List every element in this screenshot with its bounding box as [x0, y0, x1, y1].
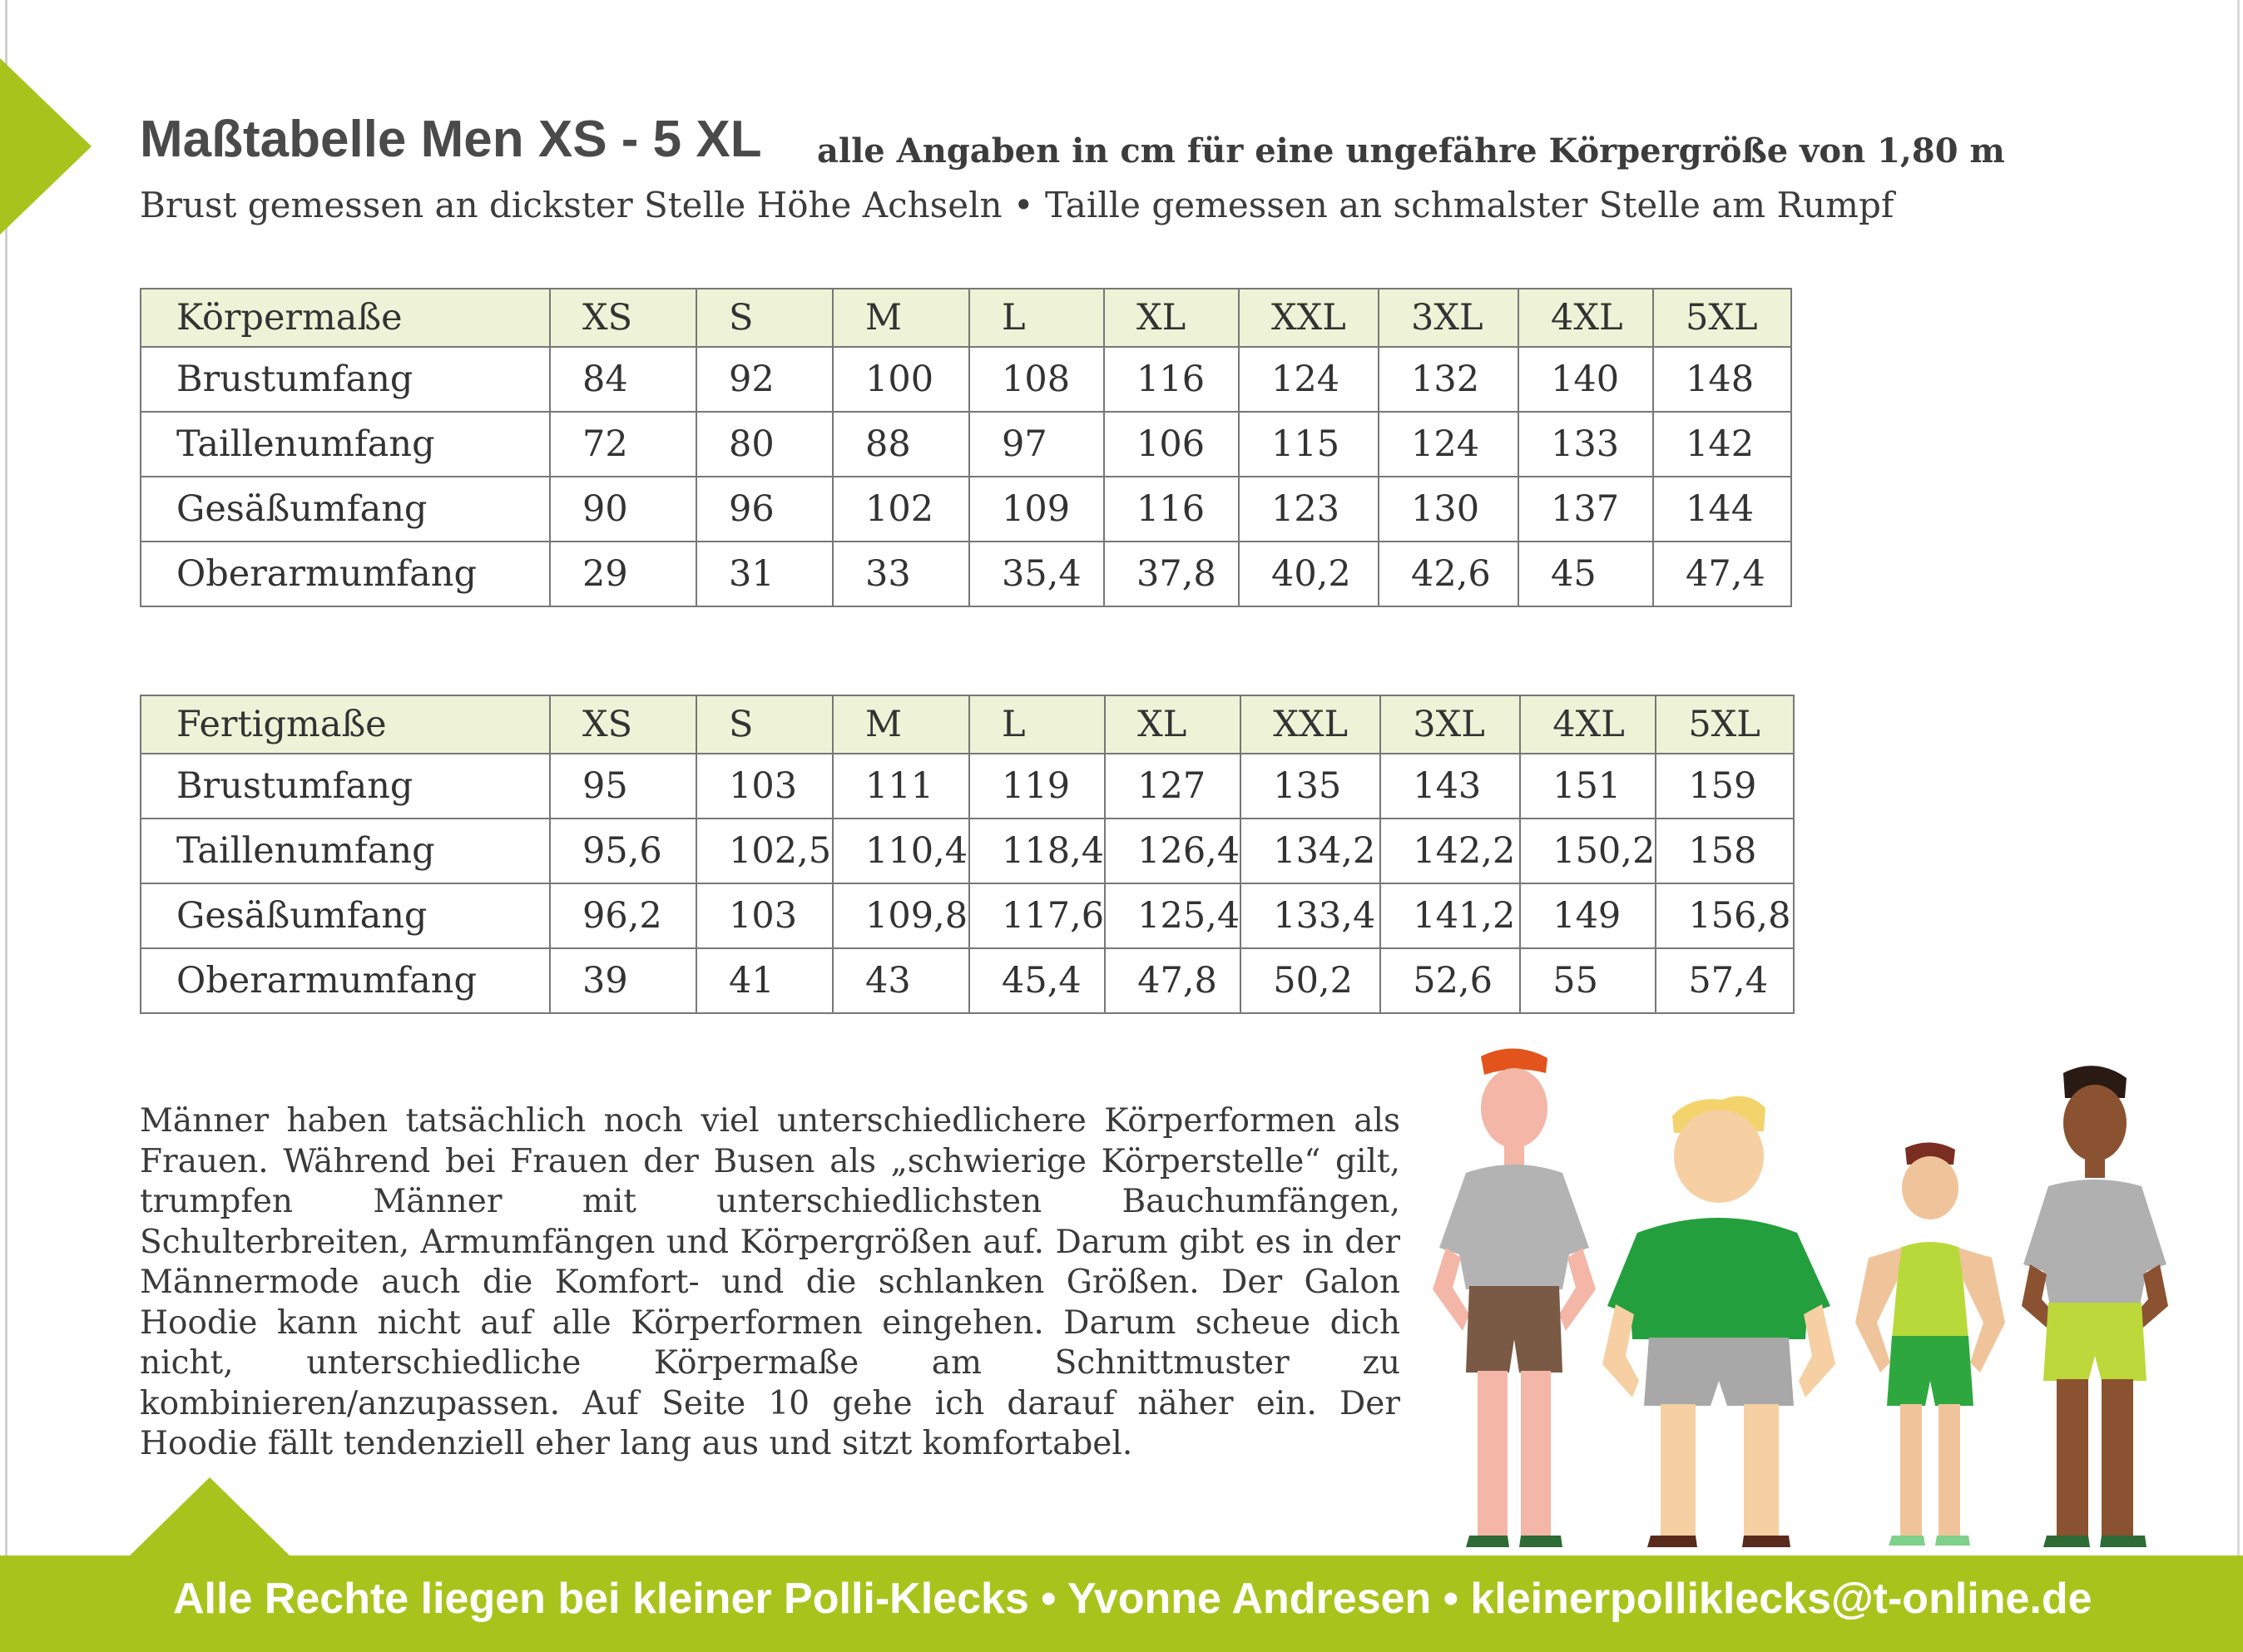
- size-column-header: 5XL: [1653, 289, 1791, 347]
- table-cell: 111: [833, 754, 969, 819]
- table-cell: 133: [1518, 412, 1653, 477]
- body-measurements-table: [140, 288, 1792, 607]
- table-cell: 80: [696, 412, 833, 477]
- table-cell: 109,8: [833, 883, 969, 948]
- man-figure-2: [1602, 1096, 1835, 1547]
- table-cell: 150,2: [1520, 819, 1656, 883]
- table-cell: 88: [833, 412, 969, 477]
- table-cell: 118,4: [969, 819, 1105, 883]
- table-cell: 47,4: [1653, 542, 1791, 606]
- size-column-header: XS: [550, 289, 696, 347]
- size-column-header: XXL: [1240, 695, 1380, 754]
- man-figure-1: [1433, 1048, 1596, 1547]
- table-cell: 92: [696, 347, 833, 412]
- table-cell: 72: [550, 412, 696, 477]
- men-illustration: [1414, 1040, 2213, 1572]
- table-cell: 33: [833, 542, 969, 606]
- table-row: [141, 477, 1791, 542]
- size-column-header: 3XL: [1379, 289, 1518, 347]
- table-cell: 100: [833, 347, 969, 412]
- table-row: [141, 819, 1794, 883]
- table-row: [141, 412, 1791, 477]
- table-cell: 124: [1379, 412, 1518, 477]
- size-column-header: 4XL: [1520, 695, 1656, 754]
- table-heading: Körpermaße: [141, 289, 550, 347]
- table-cell: 52,6: [1380, 948, 1520, 1013]
- table-cell: 140: [1518, 347, 1653, 412]
- table-header-row: [141, 695, 1794, 754]
- size-column-header: 4XL: [1518, 289, 1653, 347]
- table-cell: 156,8: [1656, 883, 1794, 948]
- table-cell: 143: [1380, 754, 1520, 819]
- table-cell: 29: [550, 542, 696, 606]
- table-cell: 125,4: [1105, 883, 1240, 948]
- table-header-row: [141, 289, 1791, 347]
- table-cell: 97: [969, 412, 1104, 477]
- size-column-header: XL: [1104, 289, 1239, 347]
- table-cell: 137: [1518, 477, 1653, 542]
- row-label: Taillenumfang: [141, 412, 550, 477]
- table-cell: 102,5: [696, 819, 833, 883]
- table-cell: 123: [1239, 477, 1379, 542]
- table-cell: 45,4: [969, 948, 1105, 1013]
- table-cell: 135: [1240, 754, 1380, 819]
- table-cell: 45: [1518, 542, 1653, 606]
- table-cell: 90: [550, 477, 696, 542]
- table-cell: 142: [1653, 412, 1791, 477]
- size-column-header: S: [696, 695, 833, 754]
- table-row: [141, 883, 1794, 948]
- finished-measurements-table: [140, 695, 1795, 1014]
- table-cell: 116: [1104, 347, 1239, 412]
- table-cell: 124: [1239, 347, 1379, 412]
- table-cell: 116: [1104, 477, 1239, 542]
- man-figure-4: [2022, 1066, 2168, 1547]
- table-cell: 159: [1656, 754, 1794, 819]
- row-label: Gesäßumfang: [141, 477, 550, 542]
- table-cell: 43: [833, 948, 969, 1013]
- page-title: Maßtabelle Men XS - 5 XL: [140, 111, 762, 168]
- units-note: alle Angaben in cm für eine ungefähre Körpergröße von 1,80 m: [817, 131, 2005, 171]
- table-cell: 126,4: [1105, 819, 1240, 883]
- corner-triangle-decoration: [0, 58, 92, 235]
- table-cell: 57,4: [1656, 948, 1794, 1013]
- size-column-header: 3XL: [1380, 695, 1520, 754]
- size-column-header: XS: [550, 695, 696, 754]
- table-cell: 142,2: [1380, 819, 1520, 883]
- table-cell: 134,2: [1240, 819, 1380, 883]
- table-row: [141, 542, 1791, 606]
- table-cell: 31: [696, 542, 833, 606]
- table-row: [141, 754, 1794, 819]
- table-cell: 103: [696, 754, 833, 819]
- table-cell: 127: [1105, 754, 1240, 819]
- table-cell: 106: [1104, 412, 1239, 477]
- table-cell: 108: [969, 347, 1104, 412]
- table-cell: 95,6: [550, 819, 696, 883]
- table-cell: 132: [1379, 347, 1518, 412]
- table-row: [141, 347, 1791, 412]
- table-cell: 39: [550, 948, 696, 1013]
- row-label: Taillenumfang: [141, 819, 550, 883]
- man-figure-3: [1855, 1142, 2005, 1546]
- table-cell: 42,6: [1379, 542, 1518, 606]
- right-edge-line: [2237, 0, 2240, 1652]
- table-cell: 110,4: [833, 819, 969, 883]
- table-row: [141, 948, 1794, 1013]
- table-cell: 103: [696, 883, 833, 948]
- size-column-header: M: [833, 695, 969, 754]
- row-label: Brustumfang: [141, 754, 550, 819]
- table-cell: 141,2: [1380, 883, 1520, 948]
- measurement-subtitle: Brust gemessen an dickster Stelle Höhe Achseln • Taille gemessen an schmalster Stelle am Rumpf: [140, 185, 1894, 225]
- table-cell: 115: [1239, 412, 1379, 477]
- table-cell: 130: [1379, 477, 1518, 542]
- table-cell: 158: [1656, 819, 1794, 883]
- table-cell: 96: [696, 477, 833, 542]
- table-cell: 95: [550, 754, 696, 819]
- table-cell: 109: [969, 477, 1104, 542]
- table-cell: 151: [1520, 754, 1656, 819]
- table-cell: 55: [1520, 948, 1656, 1013]
- footer-triangle-decoration: [128, 1477, 291, 1557]
- row-label: Brustumfang: [141, 347, 550, 412]
- table-heading: Fertigmaße: [141, 695, 550, 754]
- row-label: Oberarmumfang: [141, 542, 550, 606]
- table-cell: 47,8: [1105, 948, 1240, 1013]
- table-cell: 133,4: [1240, 883, 1380, 948]
- size-column-header: L: [969, 289, 1104, 347]
- table-cell: 149: [1520, 883, 1656, 948]
- size-column-header: S: [696, 289, 833, 347]
- table-cell: 119: [969, 754, 1105, 819]
- table-cell: 84: [550, 347, 696, 412]
- table-cell: 148: [1653, 347, 1791, 412]
- table-cell: 50,2: [1240, 948, 1380, 1013]
- table-cell: 96,2: [550, 883, 696, 948]
- size-column-header: L: [969, 695, 1105, 754]
- table-cell: 102: [833, 477, 969, 542]
- table-cell: 35,4: [969, 542, 1104, 606]
- row-label: Oberarmumfang: [141, 948, 550, 1013]
- row-label: Gesäßumfang: [141, 883, 550, 948]
- size-column-header: M: [833, 289, 969, 347]
- footer-copyright: Alle Rechte liegen bei kleiner Polli-Klecks • Yvonne Andresen • kleinerpolliklecks@t-online.de: [173, 1575, 2092, 1623]
- table-cell: 40,2: [1239, 542, 1379, 606]
- table-cell: 144: [1653, 477, 1791, 542]
- size-column-header: XXL: [1239, 289, 1379, 347]
- description-paragraph: Männer haben tatsächlich noch viel unterschiedlichere Körperformen als Frauen. Während bei Frauen der Busen als „schwierige Körperstelle“ gilt, trumpfen Männer mit unterschiedlichsten Bauchumfängen, Schulterbreiten, Armumfängen und Körpergrößen auf. Darum gibt es in der Männermode auch die Komfort- und die schlanken Größen. Der Galon Hoodie kann nicht auf alle Körperformen eingehen. Darum scheue dich nicht, unterschiedliche Körpermaße am Schnittmuster zu kombinieren/anzupassen. Auf Seite 10 gehe ich darauf näher ein. Der Hoodie fällt tendenziell eher lang aus und sitzt komfortabel.: [140, 1102, 1400, 1462]
- table-cell: 117,6: [969, 883, 1105, 948]
- left-edge-line: [5, 0, 7, 1652]
- table-cell: 41: [696, 948, 833, 1013]
- size-column-header: 5XL: [1656, 695, 1794, 754]
- size-column-header: XL: [1105, 695, 1240, 754]
- table-cell: 37,8: [1104, 542, 1239, 606]
